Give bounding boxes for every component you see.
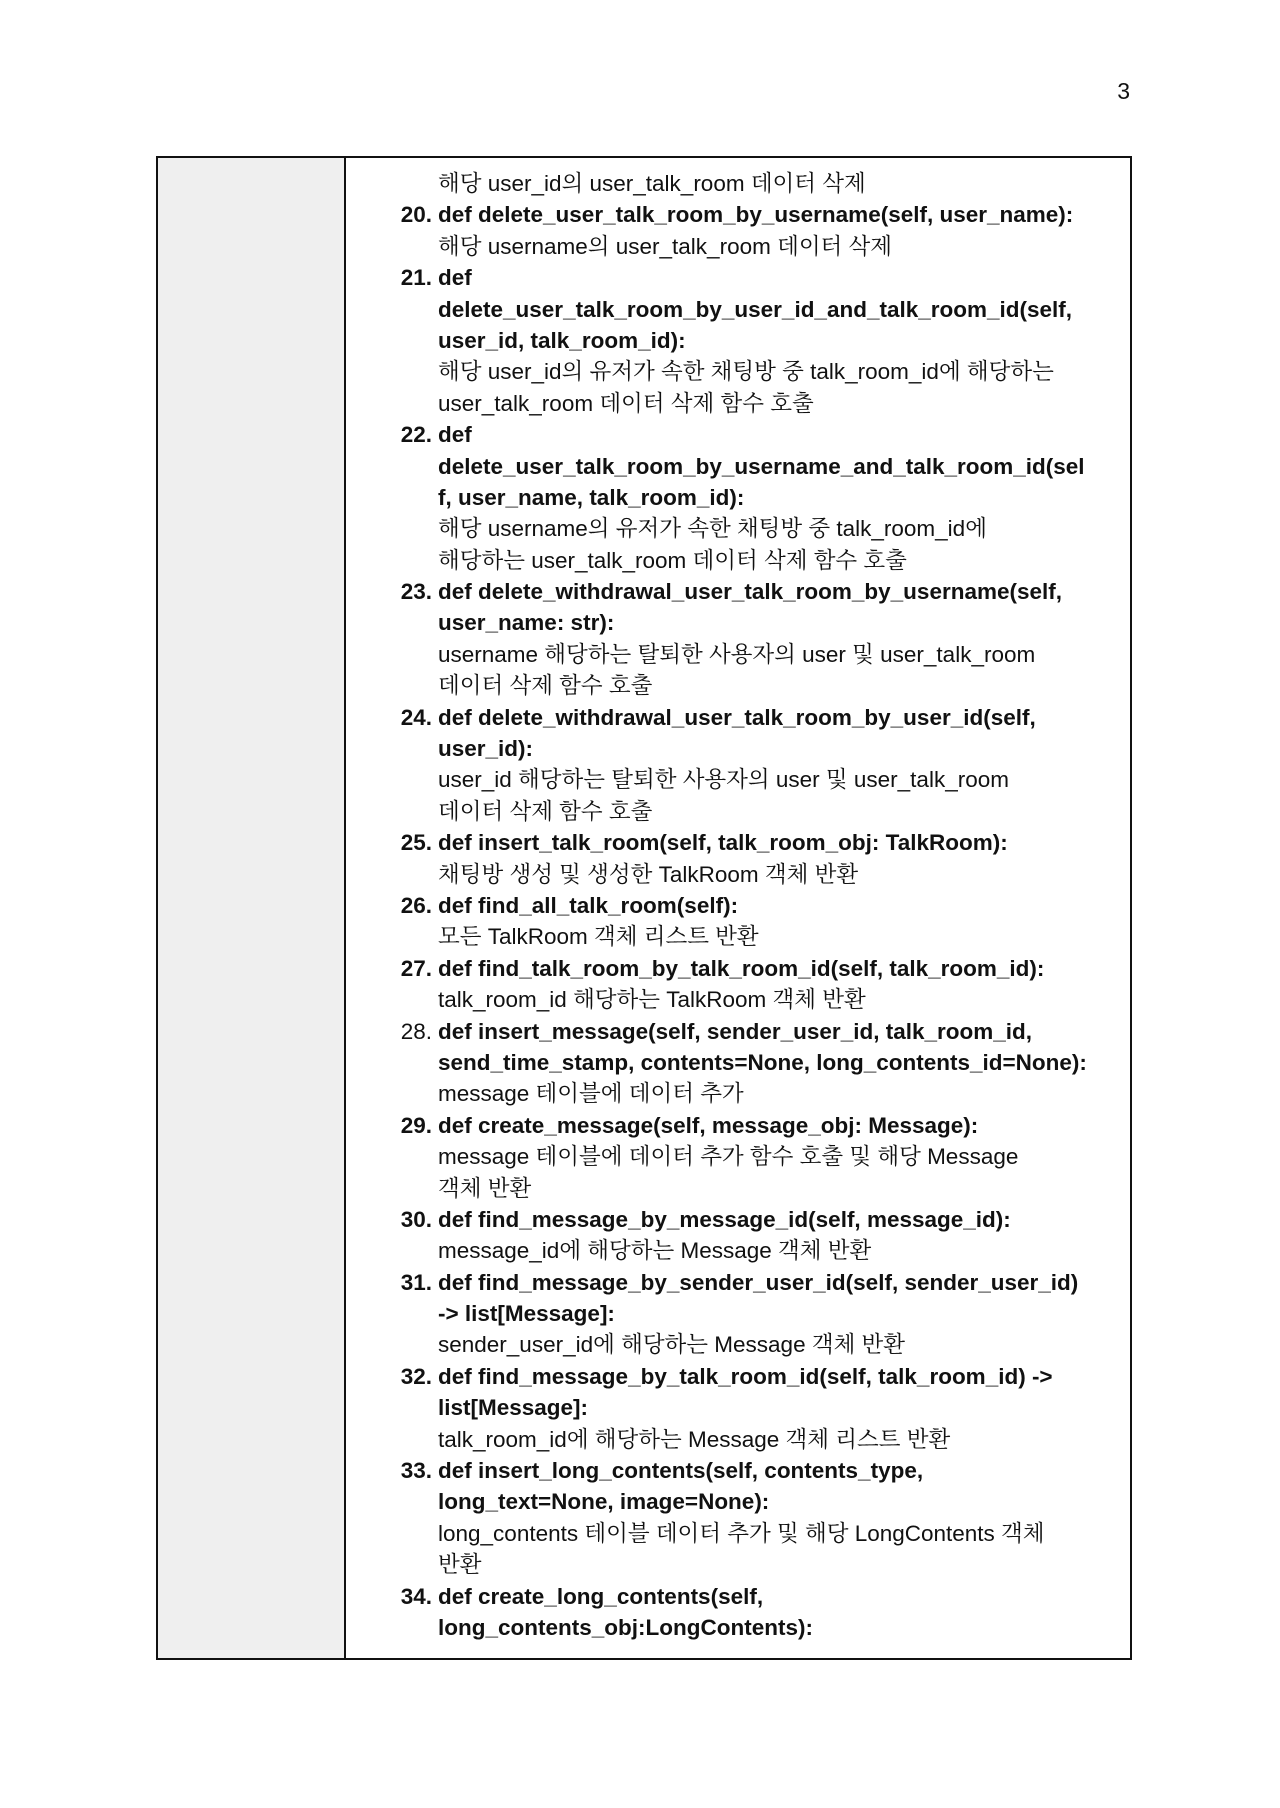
page-number: 3 (1117, 78, 1130, 104)
function-description: 데이터 삭제 함수 호출 (438, 673, 653, 699)
function-signature: def delete_withdrawal_user_talk_room_by_user_id(self, (438, 704, 1036, 730)
function-list (388, 168, 1108, 1643)
function-signature: -> list[Message]: (438, 1301, 615, 1327)
item-number (388, 1549, 432, 1580)
item-number (388, 639, 432, 670)
list-item-continuation (388, 1392, 1108, 1423)
content-table (156, 156, 1132, 1660)
item-number (388, 231, 432, 262)
item-number (388, 984, 432, 1015)
list-item-continuation (388, 733, 1108, 764)
list-item (388, 1455, 1108, 1486)
list-item-continuation (388, 1235, 1108, 1266)
function-signature: f, user_name, talk_room_id): (438, 484, 745, 510)
function-signature: def create_message(self, message_obj: Message): (438, 1112, 979, 1138)
list-item-continuation (388, 325, 1108, 356)
item-number (388, 1486, 432, 1517)
function-signature: def insert_talk_room(self, talk_room_obj: TalkRoom): (438, 830, 1008, 856)
list-item-continuation (388, 513, 1108, 544)
function-signature: user_name: str): (438, 610, 615, 636)
list-item-continuation (388, 482, 1108, 513)
item-number: 29. (400, 1112, 432, 1138)
list-item-continuation (388, 451, 1108, 482)
item-number: 20. (400, 202, 432, 228)
function-signature: long_text=None, image=None): (438, 1489, 770, 1515)
item-number (388, 1235, 432, 1266)
list-item (388, 702, 1108, 733)
function-description: 반환 (438, 1552, 482, 1578)
item-number (388, 607, 432, 638)
function-description: talk_room_id에 해당하는 Message 객체 리스트 반환 (438, 1426, 951, 1452)
list-item-continuation (388, 1518, 1108, 1549)
item-number (388, 545, 432, 576)
item-number: 26. (400, 892, 432, 918)
list-item (388, 1581, 1108, 1612)
item-number: 23. (400, 579, 432, 605)
right-column-cell (346, 158, 1130, 1658)
list-item-continuation (388, 1486, 1108, 1517)
function-signature: user_id): (438, 736, 534, 762)
list-item (388, 1267, 1108, 1298)
list-item (388, 1110, 1108, 1141)
item-number (388, 482, 432, 513)
item-number (388, 1392, 432, 1423)
function-description: 해당 username의 user_talk_room 데이터 삭제 (438, 233, 893, 259)
item-number (388, 921, 432, 952)
function-description: long_contents 테이블 데이터 추가 및 해당 LongContents 객체 (438, 1520, 1045, 1546)
function-description: username 해당하는 탈퇴한 사용자의 user 및 user_talk_room (438, 641, 1036, 667)
function-signature: def create_long_contents(self, (438, 1583, 764, 1609)
left-column-cell (158, 158, 346, 1658)
function-signature: def find_message_by_sender_user_id(self, sender_user_id) (438, 1269, 1079, 1295)
list-item-continuation (388, 796, 1108, 827)
function-signature: def (438, 422, 472, 448)
list-item-continuation (388, 1078, 1108, 1109)
item-number (388, 388, 432, 419)
list-item-continuation (388, 764, 1108, 795)
function-description: 해당 user_id의 user_talk_room 데이터 삭제 (438, 171, 866, 196)
item-number (388, 1518, 432, 1549)
list-item (388, 890, 1108, 921)
list-item (388, 168, 1108, 199)
function-description: 모든 TalkRoom 객체 리스트 반환 (438, 924, 759, 950)
item-number: 27. (400, 955, 432, 981)
list-item-continuation (388, 1141, 1108, 1172)
function-signature: def insert_message(self, sender_user_id, talk_room_id, (438, 1018, 1032, 1044)
function-description: user_talk_room 데이터 삭제 함수 호출 (438, 390, 814, 416)
item-number (388, 1612, 432, 1643)
list-item-continuation (388, 1329, 1108, 1360)
item-number (388, 1173, 432, 1204)
list-item-continuation (388, 670, 1108, 701)
item-number: 34. (400, 1583, 432, 1609)
item-number (388, 1047, 432, 1078)
list-item-continuation (388, 1047, 1108, 1078)
list-item (388, 576, 1108, 607)
item-number: 22. (400, 422, 432, 448)
list-item-continuation (388, 1424, 1108, 1455)
function-signature: user_id, talk_room_id): (438, 327, 686, 353)
list-item (388, 419, 1108, 450)
function-description: 데이터 삭제 함수 호출 (438, 798, 653, 824)
item-number: 21. (400, 265, 432, 291)
item-number: 32. (400, 1363, 432, 1389)
item-number (388, 168, 432, 199)
list-item-continuation (388, 388, 1108, 419)
list-item (388, 262, 1108, 293)
item-number (388, 764, 432, 795)
item-number (388, 1141, 432, 1172)
list-item-continuation (388, 1173, 1108, 1204)
item-number (388, 733, 432, 764)
list-item-continuation (388, 231, 1108, 262)
function-signature: send_time_stamp, contents=None, long_contents_id=None): (438, 1049, 1087, 1075)
item-number (388, 1329, 432, 1360)
function-description: message 테이블에 데이터 추가 함수 호출 및 해당 Message (438, 1144, 1019, 1170)
function-description: message_id에 해당하는 Message 객체 반환 (438, 1238, 872, 1264)
list-item-continuation (388, 921, 1108, 952)
list-item-continuation (388, 356, 1108, 387)
list-item (388, 827, 1108, 858)
function-description: 객체 반환 (438, 1175, 532, 1201)
item-number: 33. (400, 1458, 432, 1484)
item-number: 25. (400, 830, 432, 856)
list-item-continuation (388, 1612, 1108, 1643)
item-number: 24. (400, 704, 432, 730)
list-item-continuation (388, 639, 1108, 670)
item-number (388, 859, 432, 890)
list-item-continuation (388, 1298, 1108, 1329)
item-number (388, 1424, 432, 1455)
function-description: 해당 user_id의 유저가 속한 채팅방 중 talk_room_id에 해당하는 (438, 359, 1054, 385)
list-item-continuation (388, 607, 1108, 638)
list-item (388, 1361, 1108, 1392)
function-signature: long_contents_obj:LongContents): (438, 1614, 813, 1640)
list-item (388, 953, 1108, 984)
function-signature: def (438, 265, 472, 291)
function-signature: def find_message_by_talk_room_id(self, talk_room_id) -> (438, 1363, 1053, 1389)
item-number (388, 1078, 432, 1109)
function-description: 채팅방 생성 및 생성한 TalkRoom 객체 반환 (438, 861, 859, 887)
item-number (388, 356, 432, 387)
item-number: 28. (400, 1018, 432, 1044)
item-number (388, 451, 432, 482)
list-item-continuation (388, 859, 1108, 890)
function-signature: delete_user_talk_room_by_username_and_talk_room_id(sel (438, 453, 1085, 479)
function-signature: def delete_user_talk_room_by_username(self, user_name): (438, 202, 1074, 228)
function-signature: delete_user_talk_room_by_user_id_and_talk_room_id(self, (438, 296, 1073, 322)
item-number (388, 670, 432, 701)
function-description: sender_user_id에 해당하는 Message 객체 반환 (438, 1332, 906, 1358)
list-item (388, 1204, 1108, 1235)
function-signature: def delete_withdrawal_user_talk_room_by_username(self, (438, 579, 1063, 605)
item-number: 31. (400, 1269, 432, 1295)
list-item (388, 1016, 1108, 1047)
list-item-continuation (388, 545, 1108, 576)
function-signature: def find_talk_room_by_talk_room_id(self, talk_room_id): (438, 955, 1045, 981)
item-number (388, 325, 432, 356)
function-description: talk_room_id 해당하는 TalkRoom 객체 반환 (438, 987, 866, 1013)
list-item (388, 199, 1108, 230)
item-number (388, 294, 432, 325)
list-item-continuation (388, 984, 1108, 1015)
function-description: 해당하는 user_talk_room 데이터 삭제 함수 호출 (438, 547, 907, 573)
list-item-continuation (388, 294, 1108, 325)
item-number (388, 1298, 432, 1329)
function-description: 해당 username의 유저가 속한 채팅방 중 talk_room_id에 (438, 516, 987, 542)
item-number (388, 796, 432, 827)
item-number (388, 513, 432, 544)
list-item-continuation (388, 1549, 1108, 1580)
function-signature: def insert_long_contents(self, contents_type, (438, 1458, 924, 1484)
function-description: user_id 해당하는 탈퇴한 사용자의 user 및 user_talk_room (438, 767, 1009, 793)
function-signature: list[Message]: (438, 1395, 589, 1421)
item-number: 30. (400, 1206, 432, 1232)
function-signature: def find_all_talk_room(self): (438, 892, 739, 918)
function-signature: def find_message_by_message_id(self, message_id): (438, 1206, 1011, 1232)
function-description: message 테이블에 데이터 추가 (438, 1081, 744, 1107)
